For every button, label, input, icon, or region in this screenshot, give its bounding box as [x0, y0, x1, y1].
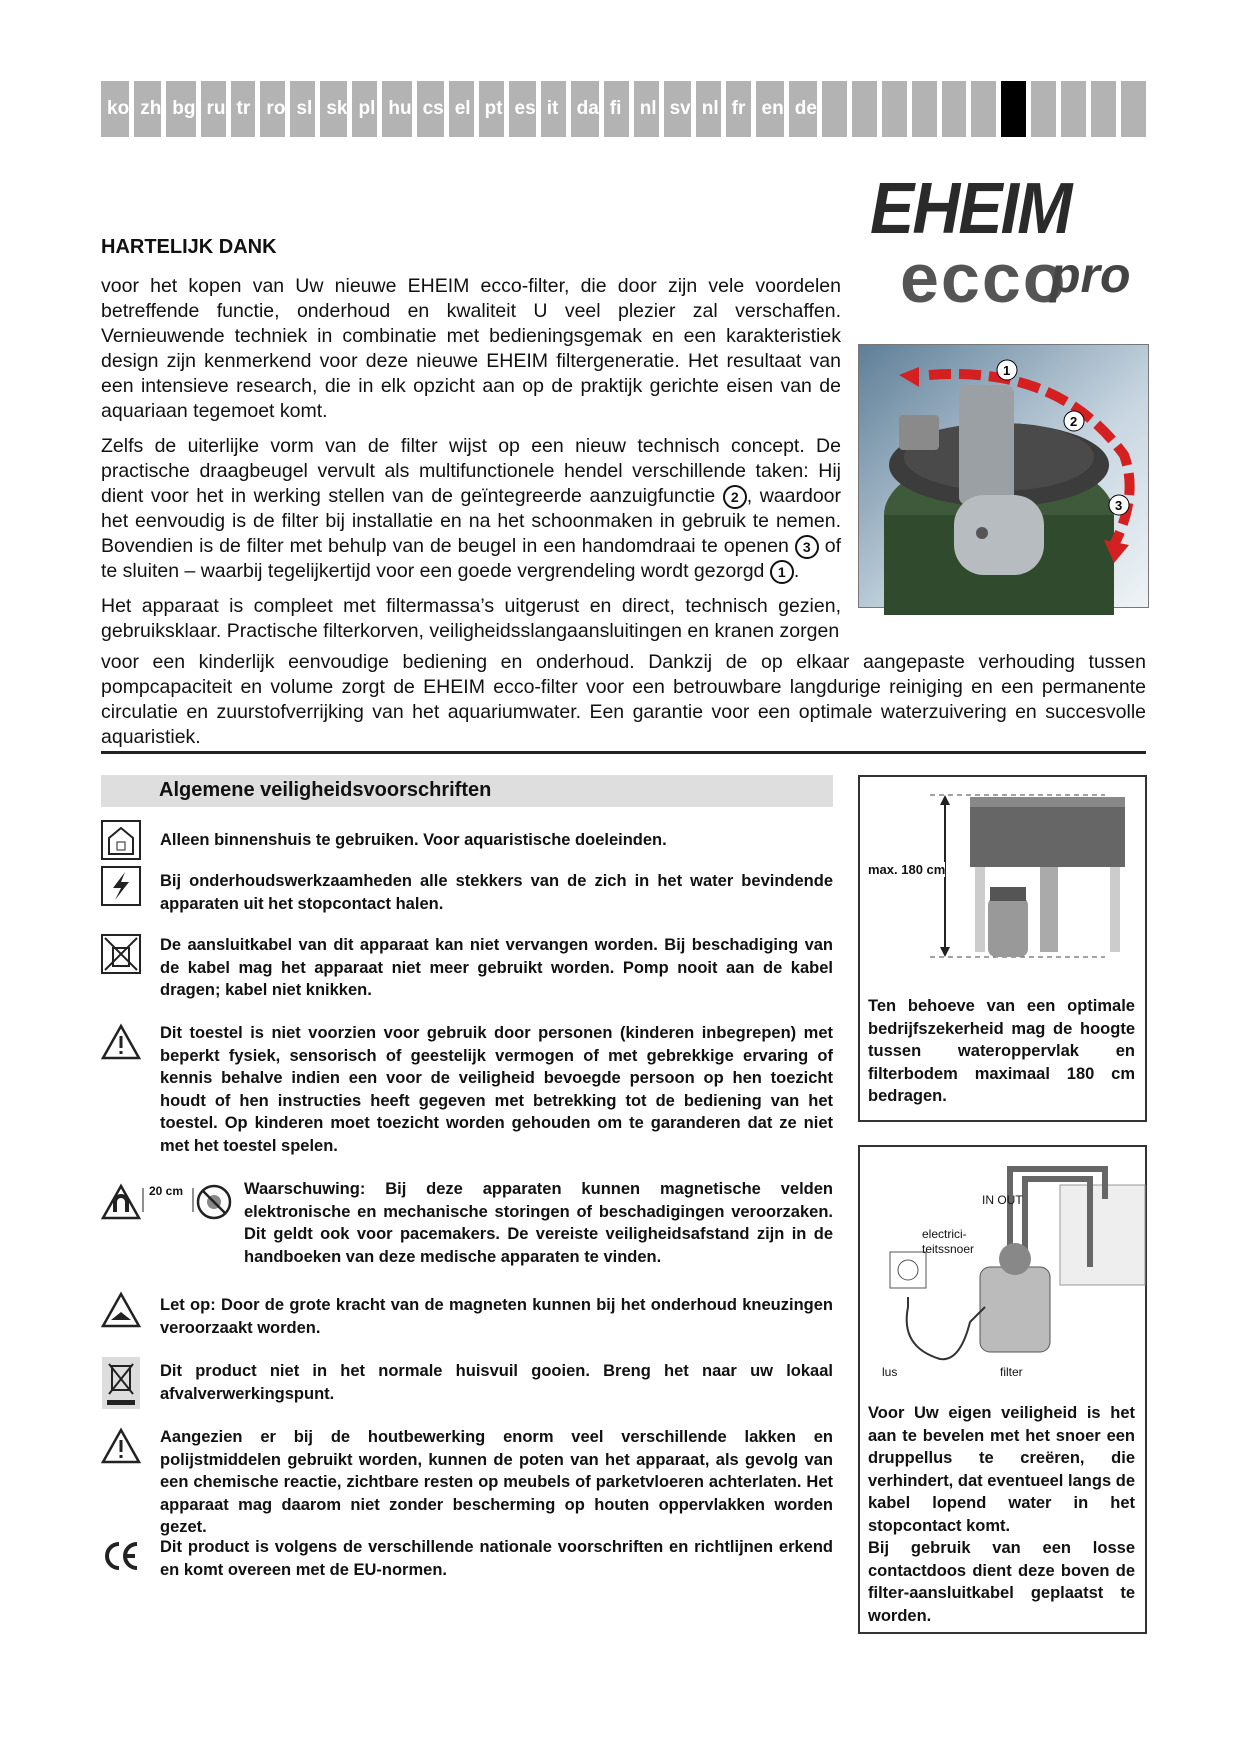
language-tab[interactable]: sk [320, 81, 347, 137]
language-tab[interactable] [1061, 81, 1086, 137]
drip-loop-caption-1: Voor Uw eigen veiligheid is het aan te bevelen met het snoer een druppellus te creëren, die verhindert, dat eventueel langs de kabel lopend water in het stopcontact komt. [868, 1404, 1135, 1535]
distance-label: 20 cm [149, 1184, 184, 1198]
intro-paragraph-3a: Het apparaat is compleet met filtermassa’s uitgerust en direct, technisch gezien, gebruiksklaar. Practische filterkorven, veiligheidsslangaansluitingen en kranen zorgen [101, 595, 841, 642]
safety-item-magnetic: 20 cm Waarschuwing: Bij deze apparaten kunnen magnetische velden elektronische en mechanische storingen of beschadigingen veroorzaken. Dit geldt ook voor pacemakers. De vereiste veiligheidsafstand zijn in de handboeken van deze medische apparaten te vinden. [101, 1178, 833, 1268]
in-out-label: IN OUT [982, 1193, 1023, 1207]
logo-suffix: pro [1050, 247, 1131, 303]
language-tab[interactable]: cs [417, 81, 444, 137]
language-tab[interactable]: ko [101, 81, 129, 137]
language-tab[interactable] [822, 81, 847, 137]
eheim-ecco-pro-logo [860, 168, 1155, 328]
intro-text [101, 274, 841, 644]
language-tab-bar [101, 81, 1146, 137]
intro-paragraph-2: Zelfs de uiterlijke vorm van de filter wijst op een nieuw technisch concept. De practische draagbeugel vervult als multifunctionele hendel verschillende taken: Hij dient voor het in werking stellen van de geïntegreerde aanzuigfunctie 2 , waardoor het eenvoudig is de filter bij installatie en na het schoonmaken in gebruik te nemen. Bovendien is de filter met behulp van de beugel in een handomdraai te openen 3 of te sluiten – waarbij tegelijkertijd voor een goede vergrendeling wordt gezorgd 1 . [101, 435, 842, 582]
safety-item-ce: Dit product is volgens de verschillende nationale voorschriften en richtlijnen erkend en komt overeen met de EU-normen. [101, 1536, 833, 1586]
filter-label: filter [1000, 1365, 1023, 1379]
max-height-diagram [860, 777, 1145, 987]
language-tab[interactable]: sl [290, 81, 315, 137]
safety-item-cable: De aansluitkabel van dit apparaat kan niet vervangen worden. Bij beschadiging van de kabel mag het apparaat niet meer gebruikt worden. Pomp nooit aan de kabel dragen; kabel niet knikken. [101, 934, 833, 1006]
language-tab[interactable]: ru [201, 81, 226, 137]
language-tab[interactable]: bg [166, 81, 195, 137]
safety-item-disposal: Dit product niet in het normale huisvuil gooien. Breng het naar uw lokaal afvalverwerkingspunt. [101, 1356, 833, 1410]
crush-hazard-icon [101, 1290, 141, 1330]
photo-step-1: 1 [1003, 363, 1011, 378]
intro-paragraph-3b: voor een kinderlijk eenvoudige bediening en onderhoud. Dankzij de op elkaar aangepaste verhouding tussen pompcapaciteit en volume zorgt de EHEIM ecco-filter voor een betrouwbare langdurige reiniging en een permanente circulatie en zuurstofverrijking van het aquariumwater. Een garantie voor een optimale waterzuivering en succesvolle aquaristiek. [101, 651, 1146, 748]
safety-section-header [101, 775, 833, 807]
electric-shock-icon [101, 866, 141, 906]
language-tab[interactable]: nl [696, 81, 721, 137]
language-tab[interactable] [912, 81, 937, 137]
safety-item-indoor: Alleen binnenshuis te gebruiken. Voor aquaristische doeleinden. [101, 820, 833, 860]
safety-item-crush: Let op: Door de grote kracht van de magneten kunnen bij het onderhoud kneuzingen veroorzaakt worden. [101, 1290, 833, 1336]
language-tab[interactable]: en [756, 81, 784, 137]
language-tab[interactable]: hu [382, 81, 411, 137]
section-divider [101, 751, 1146, 754]
language-tab[interactable] [942, 81, 967, 137]
language-tab[interactable]: it [541, 81, 566, 137]
step-1-icon: 1 [770, 560, 794, 584]
step-2-icon: 2 [723, 485, 747, 509]
language-tab[interactable]: fr [726, 81, 751, 137]
language-tab[interactable]: el [449, 81, 474, 137]
language-tab[interactable] [882, 81, 907, 137]
ce-mark-icon [101, 1536, 141, 1576]
language-tab[interactable]: da [571, 81, 599, 137]
language-tab[interactable] [1001, 81, 1026, 137]
language-tab[interactable]: sv [664, 81, 691, 137]
photo-step-2: 2 [1070, 414, 1078, 429]
logo-model: ecco [900, 239, 1068, 317]
language-tab[interactable] [852, 81, 877, 137]
safety-item-wood: Aangezien er bij de houtbewerking enorm veel verschillende lakken en polijstmiddelen gebruikt worden, kunnen de poten van het apparaat, als gevolg van een chemische reactie, zichtbare resten op meubels of parketvloeren achterlaten. Het apparaat mag daarom niet zonder bescherming op houten oppervlakken worden gezet. [101, 1426, 833, 1520]
cable-label: electrici- teitssnoer [922, 1227, 975, 1256]
indoor-house-icon [101, 820, 141, 860]
language-tab[interactable]: pl [352, 81, 377, 137]
loop-label: lus [882, 1365, 898, 1379]
language-tab[interactable] [1091, 81, 1116, 137]
max-height-label: max. 180 cm [868, 862, 946, 877]
warning-triangle-icon [101, 1426, 141, 1466]
drip-loop-caption-2: Bij gebruik van een losse contactdoos dient deze boven de filter-aansluitkabel geplaatst te worden. [868, 1539, 1135, 1625]
safety-item-persons: Dit toestel is niet voorzien voor gebruik door personen (kinderen inbegrepen) met beperkt fysiek, sensorisch of geestelijk vermogen of met gebrekkige ervaring of kennis behalve indien een voor de veiligheid bevoegde persoon op hen toezicht houdt of hen instructies heeft gegeven met betrekking tot de bediening van het toestel. Op kinderen moet toezicht worden gehouden om te garanderen dat ze niet met het toestel spelen. [101, 1022, 833, 1162]
language-tab[interactable] [1031, 81, 1056, 137]
drip-loop-diagram [860, 1147, 1145, 1387]
drip-loop-box [858, 1145, 1147, 1634]
language-tab[interactable]: zh [134, 81, 161, 137]
no-cable-carry-icon [101, 934, 141, 974]
language-tab[interactable]: fi [604, 81, 629, 137]
max-height-box [858, 775, 1147, 1122]
safety-item-unplug: Bij onderhoudswerkzaamheden alle stekkers van de zich in het water bevindende apparaten uit het stopcontact halen. [101, 866, 833, 912]
language-tab[interactable]: de [789, 81, 817, 137]
photo-step-3: 3 [1115, 498, 1123, 513]
safety-title: Algemene veiligheidsvoorschriften [159, 779, 492, 801]
language-tab[interactable]: nl [634, 81, 659, 137]
language-tab[interactable]: ro [260, 81, 285, 137]
language-tab[interactable] [1121, 81, 1146, 137]
language-tab[interactable]: pt [479, 81, 504, 137]
intro-paragraph-1: voor het kopen van Uw nieuwe EHEIM ecco-filter, die door zijn vele voordelen betreffende functie, onderhoud en kwaliteit U veel plezier zal verschaffen. Vernieuwende techniek in combinatie met bedieningsgemak en een karakteristiek design zijn kenmerkend voor deze nieuwe EHEIM filtergeneratie. Het resultaat van een intensieve research, die in elk opzicht aan op de praktijk gerichte eisen van de aquariaan tegemoet komt. [101, 275, 841, 422]
language-tab[interactable] [971, 81, 996, 137]
filter-handle-photo [858, 344, 1149, 608]
page-heading: HARTELIJK DANK [101, 236, 277, 258]
weee-bin-icon [101, 1356, 141, 1410]
logo-brand: EHEIM [870, 169, 1071, 249]
max-height-caption: Ten behoeve van een optimale bedrijfszekerheid mag de hoogte tussen wateroppervlak en filterbodem maximaal 180 cm bedragen. [868, 997, 1135, 1105]
language-tab[interactable]: es [509, 81, 536, 137]
step-3-icon: 3 [795, 535, 819, 559]
language-tab[interactable]: tr [231, 81, 256, 137]
warning-triangle-icon [101, 1022, 141, 1062]
